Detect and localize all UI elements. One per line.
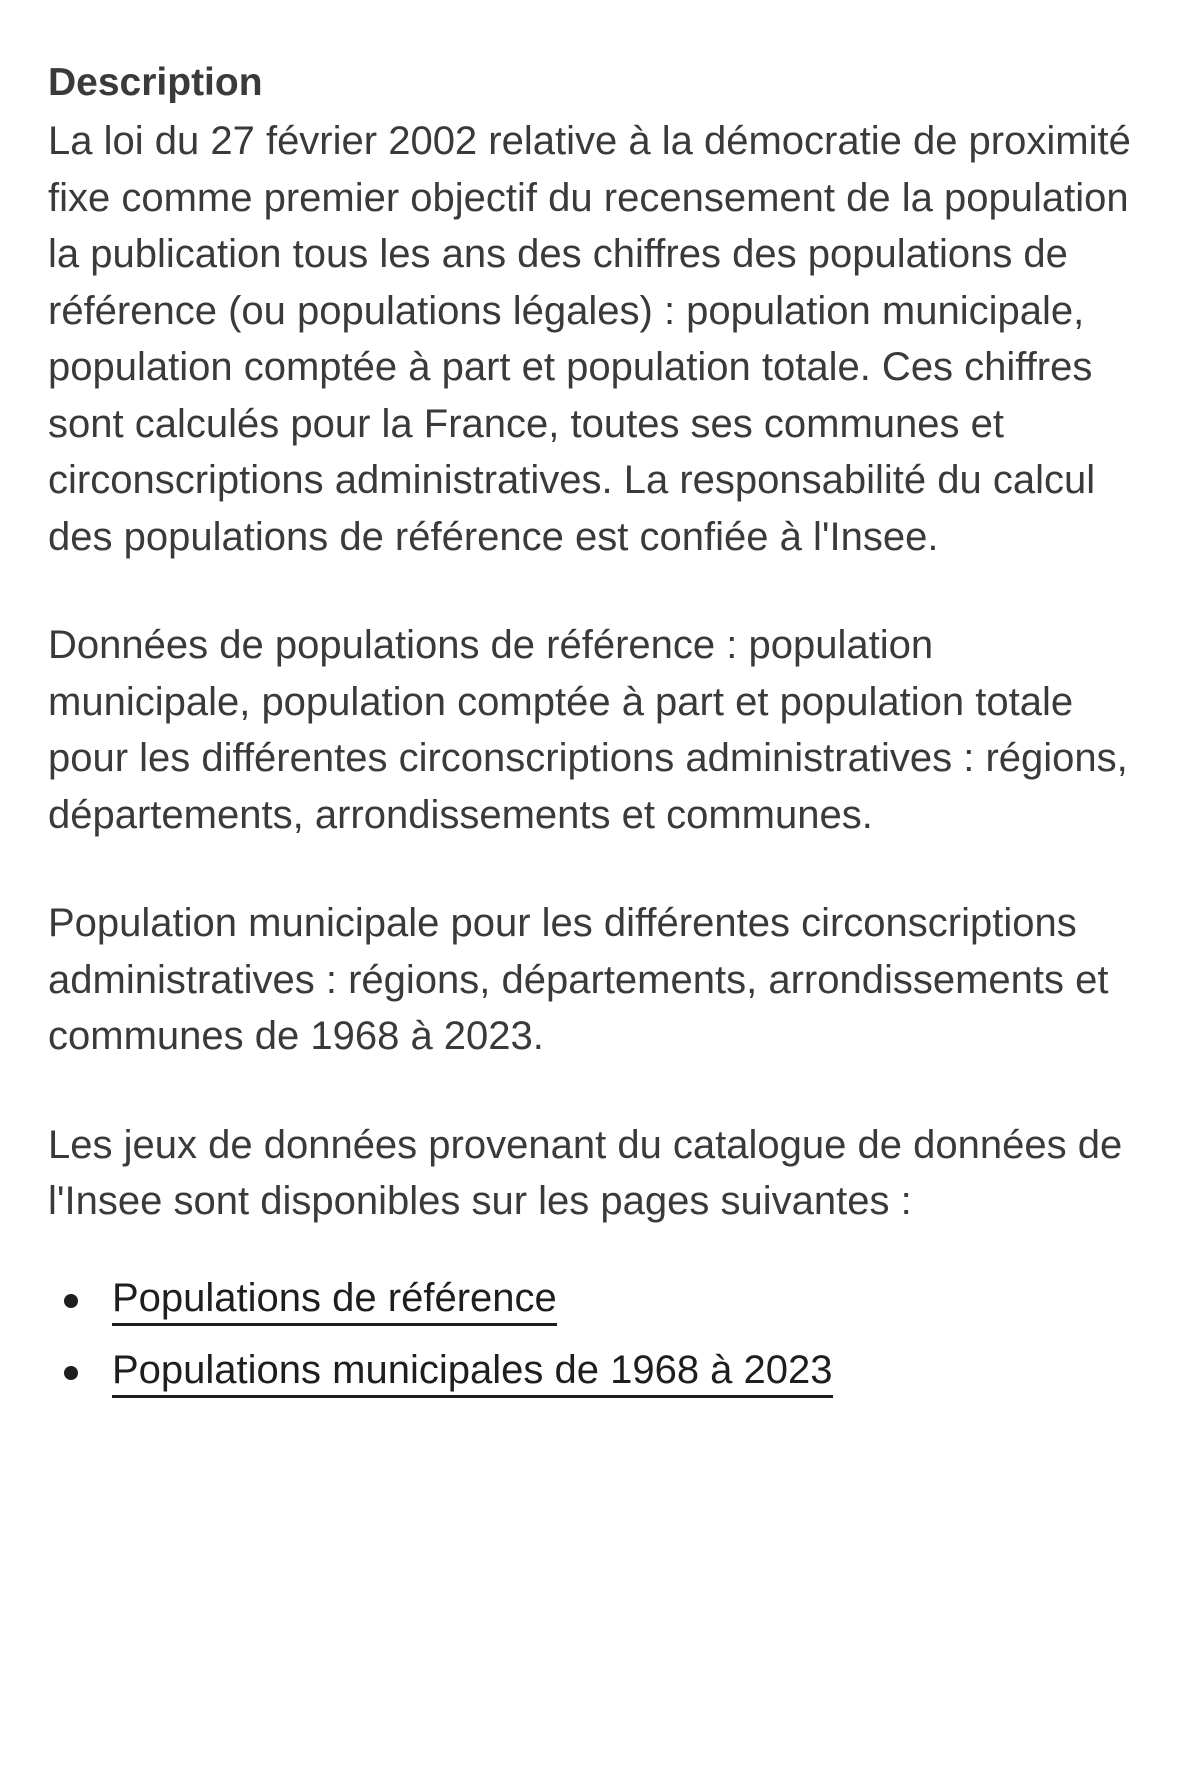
resource-links-list bbox=[48, 1270, 1138, 1414]
link-populations-de-reference[interactable]: Populations de référence bbox=[112, 1276, 557, 1326]
bullet-icon bbox=[64, 1366, 78, 1380]
description-section bbox=[48, 56, 1138, 1414]
link-populations-municipales[interactable]: Populations municipales de 1968 à 2023 bbox=[112, 1348, 833, 1398]
list-item bbox=[48, 1342, 1138, 1414]
description-paragraph-2: Données de populations de référence : population municipale, population comptée à part et population totale pour les différentes circonscriptions administratives : régions, départements, arrondissements et communes. bbox=[48, 623, 1128, 837]
description-paragraph-4: Les jeux de données provenant du catalogue de données de l'Insee sont disponibles sur les pages suivantes : bbox=[48, 1122, 1123, 1223]
bullet-icon bbox=[64, 1294, 78, 1308]
description-paragraph-1: La loi du 27 février 2002 relative à la démocratie de proximité fixe comme premier objectif du recensement de la population la publication tous les ans des chiffres des populations de référence (ou populations légales) : population municipale, population comptée à part et population totale. Ces chiffres sont calculés pour la France, toutes ses communes et circonscriptions administratives. La responsabilité du calcul des populations de référence est confiée à l'Insee. bbox=[48, 119, 1131, 559]
list-item bbox=[48, 1270, 1138, 1342]
description-paragraph-3: Population municipale pour les différentes circonscriptions administratives : régions, départements, arrondissements et communes de 1968 à 2023. bbox=[48, 901, 1109, 1058]
description-heading: Description bbox=[48, 61, 263, 104]
